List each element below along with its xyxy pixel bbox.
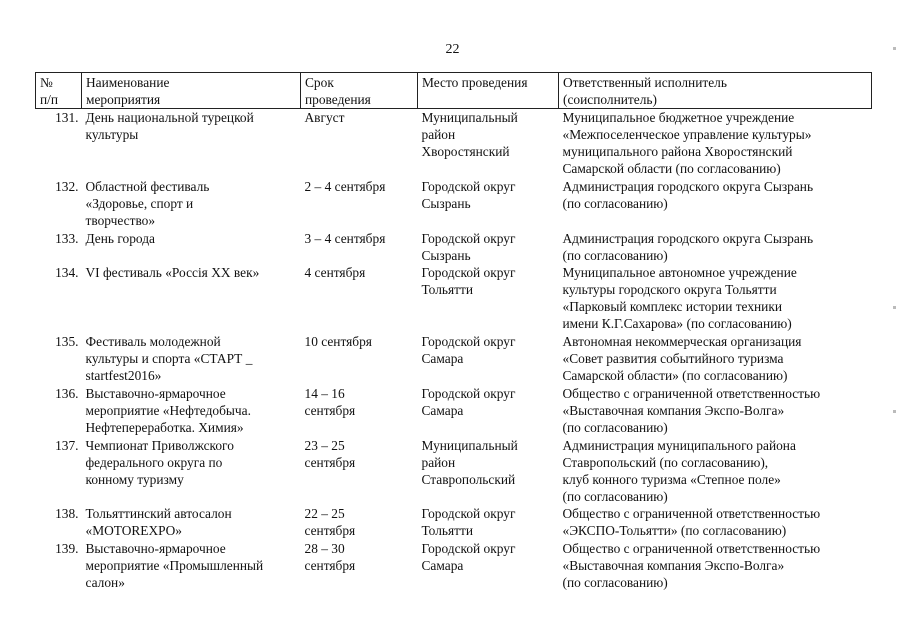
row-num: 131. xyxy=(55,110,79,125)
row-place: Городской округ Сызрань xyxy=(421,231,516,263)
row-place: Городской округ Самара xyxy=(421,541,516,573)
table-row xyxy=(36,505,872,540)
row-num: 139. xyxy=(55,541,79,556)
row-date: 23 – 25 сентября xyxy=(304,438,356,470)
row-place: Муниципальный район Ставропольский xyxy=(421,438,518,487)
row-place: Городской округ Самара xyxy=(421,386,516,418)
row-name: Выставочно-ярмарочное мероприятие «Промышленный салон» xyxy=(85,541,264,590)
scan-speck xyxy=(893,306,896,309)
row-date: 3 – 4 сентября xyxy=(304,231,386,246)
table-row xyxy=(36,264,872,333)
row-num: 133. xyxy=(55,231,79,246)
header-date: Срок проведения xyxy=(301,73,418,109)
page-number: 22 xyxy=(445,42,460,57)
row-name: Выставочно-ярмарочное мероприятие «Нефтедобыча. Нефтепереработка. Химия» xyxy=(85,386,251,435)
row-date: 22 – 25 сентября xyxy=(304,506,356,538)
row-responsible: Администрация городского округа Сызрань (по согласованию) xyxy=(562,179,814,211)
row-date: Август xyxy=(304,110,345,125)
table-row xyxy=(36,540,872,592)
row-num: 135. xyxy=(55,334,79,349)
header-num: № п/п xyxy=(36,73,82,109)
row-responsible: Общество с ограниченной ответственностью «Выставочная компания Экспо-Волга» (по согласованию) xyxy=(562,386,821,435)
scan-speck xyxy=(893,47,896,50)
row-date: 2 – 4 сентября xyxy=(304,179,386,194)
row-place: Городской округ Сызрань xyxy=(421,179,516,211)
row-place: Городской округ Тольятти xyxy=(421,506,516,538)
row-num: 138. xyxy=(55,506,79,521)
row-name: Чемпионат Приволжского федерального округа по конному туризму xyxy=(85,438,234,487)
row-responsible: Общество с ограниченной ответственностью «Выставочная компания Экспо-Волга» (по согласованию) xyxy=(562,541,821,590)
table-row xyxy=(36,333,872,385)
table-row xyxy=(36,178,872,230)
row-date: 14 – 16 сентября xyxy=(304,386,356,418)
row-responsible: Администрация городского округа Сызрань (по согласованию) xyxy=(562,231,814,263)
row-num: 134. xyxy=(55,265,79,280)
row-name: Областной фестиваль «Здоровье, спорт и творчество» xyxy=(85,179,210,228)
table-row xyxy=(36,230,872,264)
header-place: Место проведения xyxy=(418,73,559,109)
row-name: VI фестиваль «Россія XX век» xyxy=(85,265,260,280)
row-name: День города xyxy=(85,231,155,246)
row-place: Муниципальный район Хворостянский xyxy=(421,110,518,159)
row-num: 137. xyxy=(55,438,79,453)
row-responsible: Муниципальное бюджетное учреждение «Межпоселенческое управление культуры» муниципального района Хворостянский Самарской области (по согласованию) xyxy=(562,110,812,176)
row-name: Тольяттинский автосалон «MOTOREXPO» xyxy=(85,506,232,538)
header-responsible: Ответственный исполнитель (соисполнитель) xyxy=(559,73,872,109)
table-row xyxy=(36,385,872,437)
scan-speck xyxy=(893,410,896,413)
row-place: Городской округ Самара xyxy=(421,334,516,366)
row-num: 132. xyxy=(55,179,79,194)
row-name: Фестиваль молодежной культуры и спорта «СТАРТ _ startfest2016» xyxy=(85,334,253,383)
table-row xyxy=(36,109,872,179)
row-responsible: Администрация муниципального района Ставропольский (по согласованию), клуб конного туризма «Степное поле» (по согласованию) xyxy=(562,438,796,504)
table-row xyxy=(36,437,872,505)
row-name: День национальной турецкой культуры xyxy=(85,110,254,142)
row-responsible: Автономная некоммерческая организация «Совет развития событийного туризма Самарской области» (по согласованию) xyxy=(562,334,802,383)
events-table xyxy=(35,72,872,592)
row-date: 28 – 30 сентября xyxy=(304,541,356,573)
table-header-row xyxy=(36,73,872,109)
header-name: Наименование мероприятия xyxy=(82,73,301,109)
row-date: 4 сентября xyxy=(304,265,366,280)
row-num: 136. xyxy=(55,386,79,401)
row-responsible: Общество с ограниченной ответственностью «ЭКСПО-Тольятти» (по согласованию) xyxy=(562,506,821,538)
row-responsible: Муниципальное автономное учреждение культуры городского округа Тольятти «Парковый комплекс истории техники имени К.Г.Сахарова» (по согласованию) xyxy=(562,265,797,331)
row-date: 10 сентября xyxy=(304,334,372,349)
row-place: Городской округ Тольятти xyxy=(421,265,516,297)
